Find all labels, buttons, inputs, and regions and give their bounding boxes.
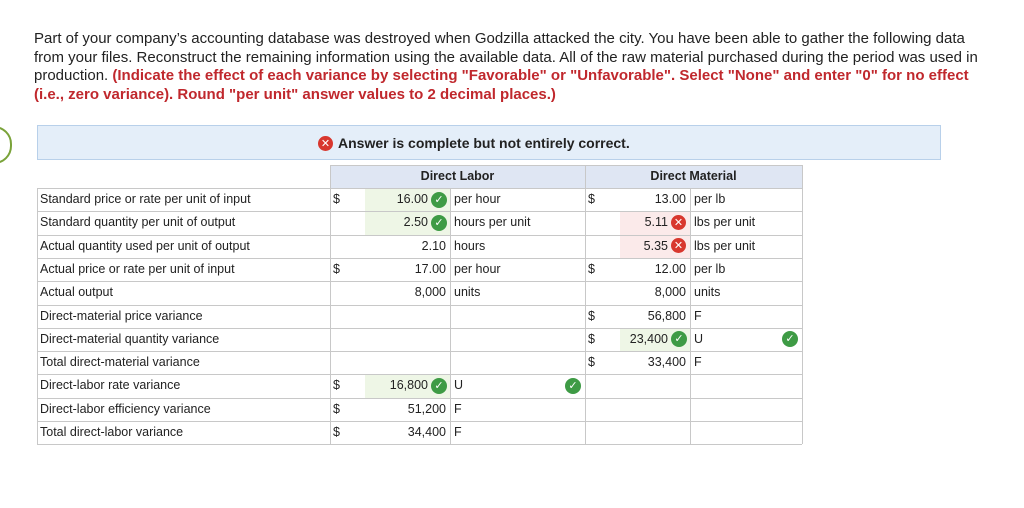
material-unit: per lb	[694, 261, 726, 276]
grid-line	[585, 165, 586, 444]
x-circle-icon: ✕	[671, 215, 686, 230]
answer-banner	[37, 125, 941, 160]
material-unit: per lb	[694, 192, 726, 206]
material-value-input[interactable]: 13.00	[654, 192, 686, 206]
row-label: Direct-labor rate variance	[40, 378, 181, 393]
material-dollar-sign: $	[588, 308, 595, 323]
labor-unit	[450, 351, 585, 374]
labor-value-input[interactable]	[365, 305, 450, 328]
grid-line	[37, 305, 802, 306]
material-dollar-sign	[585, 421, 620, 444]
row-label: Actual quantity used per unit of output	[40, 238, 250, 253]
labor-value-input[interactable]: 8,000	[414, 285, 446, 300]
labor-dollar-sign	[330, 281, 365, 304]
labor-unit: hours per unit	[454, 215, 531, 230]
x-circle-icon: ✕	[318, 136, 333, 151]
labor-unit[interactable]: U	[454, 378, 464, 393]
material-unit	[690, 421, 802, 444]
labor-value-input[interactable]: 2.50	[365, 211, 450, 234]
material-dollar-sign: $	[588, 331, 595, 346]
row-label: Total direct-material variance	[40, 355, 200, 370]
check-circle-icon: ✓	[431, 378, 447, 394]
row-label: Actual output	[40, 285, 113, 300]
check-circle-icon: ✓	[431, 215, 447, 231]
row-label: Total direct-labor variance	[40, 425, 184, 439]
material-value-input[interactable]	[620, 421, 690, 444]
grid-line	[37, 421, 802, 422]
banner-text: Answer is complete but not entirely correct.	[338, 135, 630, 151]
row-label: Actual price or rate per unit of input	[40, 261, 235, 276]
material-unit: lbs per unit	[694, 215, 756, 230]
material-dollar-sign: $	[588, 261, 595, 276]
material-dollar-sign: $	[588, 355, 595, 370]
labor-dollar-sign	[330, 328, 365, 351]
material-value-input[interactable]: 23,400	[620, 328, 690, 351]
material-dollar-sign	[585, 211, 620, 234]
labor-unit[interactable]: F	[454, 401, 462, 416]
row-label: Standard quantity per unit of output	[40, 215, 236, 230]
grid-line	[330, 165, 802, 166]
row-label: Standard price or rate per unit of input	[40, 192, 251, 206]
row-label: Direct-material quantity variance	[40, 331, 220, 346]
header-direct-labor: Direct Labor	[330, 165, 585, 188]
labor-unit: units	[454, 285, 481, 300]
grid-line	[37, 188, 802, 189]
material-value-input[interactable]: 5.35	[620, 235, 690, 258]
grid-line	[37, 444, 802, 445]
material-value-input[interactable]	[620, 374, 690, 397]
labor-unit: per hour	[454, 192, 501, 206]
material-unit: lbs per unit	[694, 238, 756, 253]
labor-unit: hours	[454, 238, 486, 253]
material-unit[interactable]: F	[694, 308, 702, 323]
labor-dollar-sign	[330, 211, 365, 234]
grid-line	[37, 281, 802, 282]
material-dollar-sign	[585, 398, 620, 421]
grid-line	[802, 165, 803, 444]
check-circle-icon: ✓	[431, 192, 447, 208]
check-circle-icon: ✓	[671, 331, 687, 347]
material-dollar-sign	[585, 281, 620, 304]
labor-unit	[450, 305, 585, 328]
labor-unit[interactable]: F	[454, 425, 462, 439]
prompt-text: Part of your company’s accounting database was destroyed when Godzilla attacked the city. You have been able to gather the following data from your files. Reconstruct the remaining information using the available data. All of the raw material purchased during the period was used in production.	[34, 30, 978, 84]
labor-dollar-sign: $	[333, 401, 340, 416]
grid-line	[37, 374, 802, 375]
material-unit[interactable]: U	[694, 331, 704, 346]
check-circle-icon: ✓	[565, 378, 581, 394]
material-value-input[interactable]: 12.00	[654, 261, 686, 276]
labor-unit: per hour	[454, 261, 501, 276]
labor-value-input[interactable]: 2.10	[421, 238, 446, 253]
prompt-instruction: (Indicate the effect of each variance by selecting "Favorable" or "Unfavorable". Select "None" and enter "0" for no effect (i.e., zero variance). Round "per unit" answer values to 2 decimal places.)	[34, 67, 969, 103]
material-unit: units	[694, 285, 721, 300]
labor-unit	[450, 328, 585, 351]
material-dollar-sign	[585, 235, 620, 258]
material-unit	[690, 398, 802, 421]
labor-dollar-sign	[330, 351, 365, 374]
labor-dollar-sign	[330, 305, 365, 328]
labor-value-input[interactable]	[365, 351, 450, 374]
side-tab[interactable]	[0, 126, 12, 164]
labor-dollar-sign: $	[333, 192, 340, 206]
labor-dollar-sign: $	[333, 378, 340, 393]
labor-value-input[interactable]	[365, 328, 450, 351]
grid-line	[37, 328, 802, 329]
labor-value-input[interactable]: 34,400	[407, 425, 446, 439]
labor-dollar-sign: $	[333, 261, 340, 276]
labor-dollar-sign: $	[333, 425, 340, 439]
labor-value-input[interactable]: 16.00	[365, 188, 450, 211]
labor-value-input[interactable]: 51,200	[407, 401, 446, 416]
grid-line	[450, 188, 451, 444]
material-value-input[interactable]: 8,000	[654, 285, 686, 300]
material-value-input[interactable]: 56,800	[647, 308, 686, 323]
check-circle-icon: ✓	[782, 331, 798, 347]
grid-line	[37, 235, 802, 236]
material-unit[interactable]: F	[694, 355, 702, 370]
labor-dollar-sign	[330, 235, 365, 258]
row-label: Direct-material price variance	[40, 308, 203, 323]
row-label: Direct-labor efficiency variance	[40, 401, 211, 416]
question-prompt	[34, 30, 994, 104]
grid-line	[37, 258, 802, 259]
grid-line	[330, 165, 331, 444]
x-circle-icon: ✕	[671, 238, 686, 253]
grid-line	[37, 188, 38, 444]
header-direct-material: Direct Material	[585, 165, 802, 188]
material-value-input[interactable]	[620, 398, 690, 421]
grid-line	[690, 188, 691, 444]
material-unit	[690, 374, 802, 397]
grid-line	[37, 211, 802, 212]
grid-line	[37, 351, 802, 352]
labor-value-input[interactable]: 17.00	[414, 261, 446, 276]
material-dollar-sign	[585, 374, 620, 397]
grid-line	[37, 398, 802, 399]
material-dollar-sign: $	[588, 192, 595, 206]
material-value-input[interactable]: 33,400	[647, 355, 686, 370]
material-value-input[interactable]: 5.11	[620, 211, 690, 234]
labor-value-input[interactable]: 16,800	[365, 374, 450, 397]
